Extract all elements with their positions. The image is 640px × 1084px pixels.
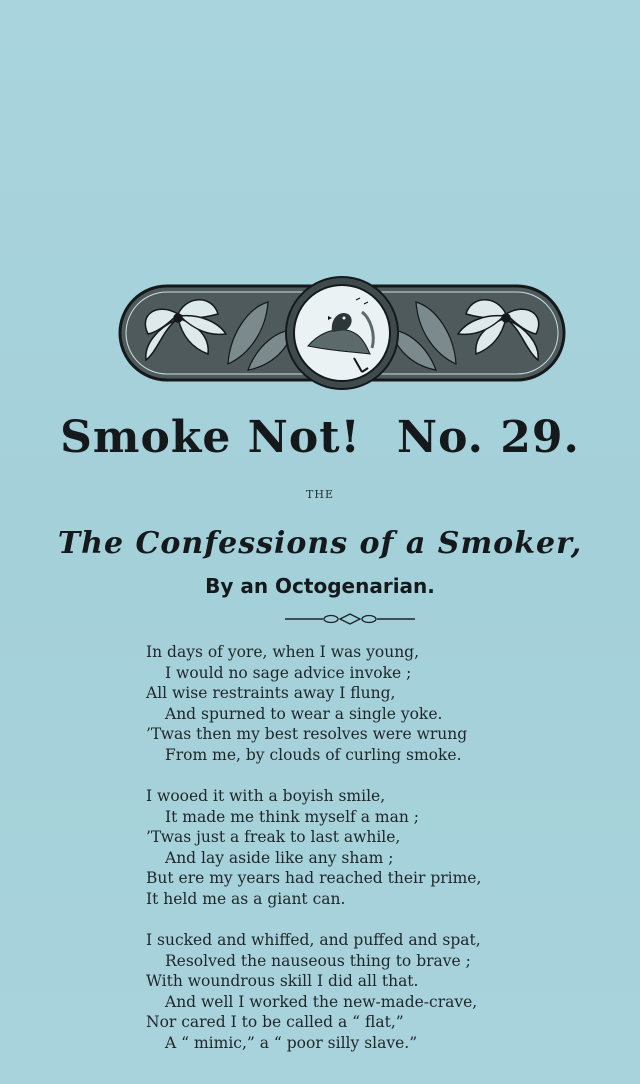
poem-line: ’Twas then my best resolves were wrung: [146, 725, 468, 743]
poem-line: With woundrous skill I did all that.: [146, 972, 419, 990]
article-title: The Confessions of a Smoker,: [57, 526, 583, 561]
poem-line: And well I worked the new-made-crave,: [165, 992, 478, 1011]
poem-line: And spurned to wear a single yoke.: [165, 704, 443, 723]
poem-line: And lay aside like any sham ;: [165, 848, 394, 867]
poem-line: All wise restraints away I flung,: [146, 684, 396, 702]
poem-line: But ere my years had reached their prime,: [146, 869, 482, 887]
poem-line: I would no sage advice invoke ;: [165, 663, 412, 682]
poem-line: It held me as a giant can.: [146, 889, 346, 908]
bird-medallion-icon: [286, 277, 398, 389]
poem-stanza: [146, 642, 506, 765]
poem-line: It made me think myself a man ;: [165, 807, 419, 826]
series-heading: [0, 412, 640, 468]
poem-line: I sucked and whiffed, and puffed and spat,: [146, 931, 481, 949]
poem-line: Nor cared I to be called a “ flat,”: [146, 1013, 404, 1031]
poem-line: ’Twas just a freak to last awhile,: [146, 828, 401, 846]
poem-line: A “ mimic,” a “ poor silly slave.”: [165, 1033, 418, 1052]
poem-line: Resolved the nauseous thing to brave ;: [165, 951, 471, 970]
lily-bird-vignette: [118, 274, 566, 392]
poem: [146, 642, 506, 1074]
series-number: No. 29.: [396, 412, 580, 463]
poem-line: From me, by clouds of curling smoke.: [165, 745, 462, 764]
ornamental-rule: [285, 612, 415, 626]
poem-stanza: [146, 930, 506, 1053]
the-label: THE: [306, 488, 334, 501]
poem-stanza: [146, 786, 506, 909]
series-title: Smoke Not!: [60, 412, 361, 463]
poem-line: In days of yore, when I was young,: [146, 643, 420, 661]
poem-line: I wooed it with a boyish smile,: [146, 787, 386, 805]
article-byline: By an Octogenarian.: [205, 574, 435, 598]
